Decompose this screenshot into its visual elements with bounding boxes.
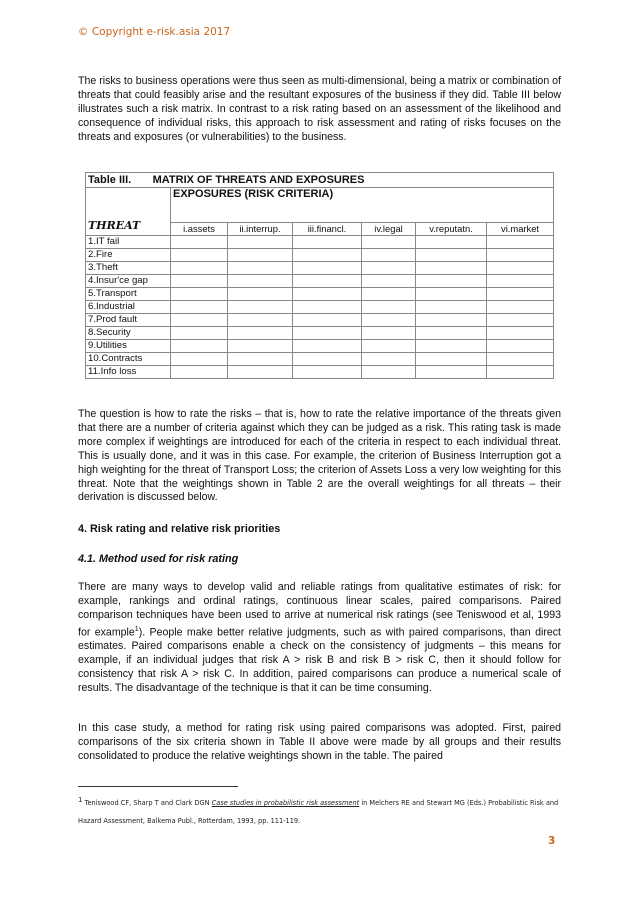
matrix-cell: [171, 366, 228, 379]
table-title-cell: [86, 173, 554, 188]
table-row: [86, 353, 554, 366]
matrix-cell: [362, 340, 416, 353]
table-row: [86, 340, 554, 353]
matrix-cell: [487, 314, 554, 327]
threat-label-cell: 10.Contracts: [86, 353, 171, 366]
matrix-cell: [416, 288, 487, 301]
table-header-row: [86, 188, 554, 223]
matrix-cell: [362, 275, 416, 288]
matrix-cell: [171, 236, 228, 249]
matrix-cell: [362, 353, 416, 366]
matrix-cell: [487, 340, 554, 353]
table-row: [86, 249, 554, 262]
matrix-cell: [171, 327, 228, 340]
footnote-authors: Teniswood CF, Sharp T and Clark DGN: [84, 799, 210, 808]
matrix-cell: [228, 288, 293, 301]
matrix-cell: [416, 262, 487, 275]
criteria-header-cell: i.assets: [171, 223, 228, 236]
table-row: [86, 366, 554, 379]
matrix-cell: [293, 314, 362, 327]
matrix-cell: [171, 275, 228, 288]
matrix-cell: [293, 275, 362, 288]
matrix-cell: [362, 262, 416, 275]
table-title: MATRIX OF THREATS AND EXPOSURES: [152, 174, 365, 186]
threat-label-cell: 2.Fire: [86, 249, 171, 262]
criteria-header-cell: iii.financl.: [293, 223, 362, 236]
footnote-rest: in Melchers RE and Stewart MG (Eds.) Probabilistic Risk and Hazard Assessment, Balkema Publ., Rotterdam, 1993, pp. 111-119.: [78, 799, 559, 826]
footnote: [78, 791, 561, 830]
threat-exposure-matrix-table: [85, 172, 554, 379]
matrix-cell: [416, 327, 487, 340]
criteria-header-cell: v.reputatn.: [416, 223, 487, 236]
methods-text-before: There are many ways to develop valid and reliable ratings from qualitative estimates of risk: for example, rankings and ordinal ratings, continuous linear scales, paired comparisons. Paired comparison techniques have been used to arrive at numerical risk ratings (see Teniswood et al, 1993 for example: [78, 581, 561, 639]
matrix-cell: [171, 314, 228, 327]
criteria-header-cell: vi.market: [487, 223, 554, 236]
matrix-cell: [293, 340, 362, 353]
matrix-cell: [171, 249, 228, 262]
threat-label-cell: 4.Insur'ce gap: [86, 275, 171, 288]
matrix-cell: [487, 366, 554, 379]
matrix-cell: [362, 236, 416, 249]
matrix-cell: [293, 288, 362, 301]
threat-label-cell: 1.IT fail: [86, 236, 171, 249]
section-4-1-heading: 4.1. Method used for risk rating: [78, 553, 239, 565]
section-4-heading: 4. Risk rating and relative risk priorities: [78, 523, 281, 535]
threat-label-cell: 7.Prod fault: [86, 314, 171, 327]
table-row: [86, 301, 554, 314]
matrix-cell: [487, 327, 554, 340]
matrix-cell: [416, 236, 487, 249]
matrix-cell: [362, 366, 416, 379]
footnote-reference: 1: [134, 625, 139, 633]
matrix-cell: [293, 353, 362, 366]
intro-paragraph: The risks to business operations were thus seen as multi-dimensional, being a matrix or combination of threats that could feasibly arise and the resultant exposures of the business if they did. Table III below illustrates such a risk matrix. In contrast to a risk rating based on an assessment of the likelihood and consequence of individual risks, this approach to risk assessment and rating of risks focuses on the threats and exposures (or vulnerabilities) to the business.: [78, 75, 561, 143]
matrix-cell: [171, 288, 228, 301]
matrix-cell: [228, 327, 293, 340]
matrix-cell: [293, 236, 362, 249]
criteria-header-cell: ii.interrup.: [228, 223, 293, 236]
matrix-cell: [487, 236, 554, 249]
threat-label-cell: 5.Transport: [86, 288, 171, 301]
exposures-header-cell: EXPOSURES (RISK CRITERIA): [171, 188, 554, 223]
matrix-cell: [228, 340, 293, 353]
threat-label-cell: 8.Security: [86, 327, 171, 340]
table-row: [86, 327, 554, 340]
matrix-cell: [228, 236, 293, 249]
matrix-cell: [293, 249, 362, 262]
threat-label-cell: 3.Theft: [86, 262, 171, 275]
footnote-marker: 1: [78, 796, 83, 804]
question-paragraph: The question is how to rate the risks – that is, how to rate the relative importance of the threats given that there are a number of criteria against which they can be judged as a risk. This rating task is made more complex if weightings are introduced for each of the criteria in respect to each individual threat. This is usually done, and it was in this case. For example, the criterion of Business Interruption got a high weighting for the threat of Transport Loss; the criterion of Assets Loss a very low weighting for this threat. Note that the weightings shown in Table 2 are the overall weightings for all threats – their derivation is discussed below.: [78, 408, 561, 504]
matrix-cell: [362, 249, 416, 262]
matrix-cell: [228, 249, 293, 262]
matrix-cell: [171, 262, 228, 275]
matrix-cell: [487, 353, 554, 366]
matrix-cell: [171, 353, 228, 366]
matrix-cell: [416, 314, 487, 327]
threat-header-cell: THREAT: [86, 188, 171, 236]
matrix-cell: [487, 288, 554, 301]
case-study-paragraph: In this case study, a method for rating risk using paired comparisons was adopted. First, paired comparisons of the six criteria shown in Table II above were made by all groups and their results consolidated to produce the relative weightings shown in the table. The paired: [78, 722, 561, 762]
matrix-cell: [416, 249, 487, 262]
matrix-cell: [362, 288, 416, 301]
matrix-cell: [416, 275, 487, 288]
matrix-cell: [293, 301, 362, 314]
table-label: Table III.: [88, 174, 132, 186]
matrix-cell: [228, 262, 293, 275]
criteria-header-cell: iv.legal: [362, 223, 416, 236]
matrix-cell: [416, 340, 487, 353]
table-row: [86, 275, 554, 288]
footnote-title: Case studies in probabilistic risk assessment: [211, 799, 360, 808]
matrix-cell: [293, 366, 362, 379]
methods-text-after: ). People make better relative judgments, such as with paired comparisons, than direct estimates. Paired comparisons enable a check on the consistency of judgments – this means for example, if an individual judges that risk A > risk B and risk B > risk C, then it should follow for consistency that risk A > risk C. In addition, paired comparisons can produce a numerical scale of results. The disadvantage of the technique is that it can be time consuming.: [78, 626, 561, 694]
threat-label-cell: 6.Industrial: [86, 301, 171, 314]
matrix-cell: [228, 301, 293, 314]
threat-label-cell: 9.Utilities: [86, 340, 171, 353]
threat-label-cell: 11.Info loss: [86, 366, 171, 379]
matrix-cell: [487, 249, 554, 262]
matrix-cell: [487, 262, 554, 275]
table-row: [86, 262, 554, 275]
matrix-cell: [362, 327, 416, 340]
table-row: [86, 288, 554, 301]
table-row: [86, 236, 554, 249]
matrix-cell: [416, 353, 487, 366]
matrix-cell: [416, 301, 487, 314]
matrix-cell: [171, 340, 228, 353]
matrix-cell: [487, 301, 554, 314]
matrix-cell: [487, 275, 554, 288]
matrix-cell: [228, 366, 293, 379]
matrix-cell: [293, 327, 362, 340]
matrix-cell: [362, 314, 416, 327]
matrix-cell: [228, 275, 293, 288]
matrix-cell: [416, 366, 487, 379]
matrix-cell: [293, 262, 362, 275]
copyright-header: © Copyright e-risk.asia 2017: [78, 26, 231, 38]
matrix-cell: [171, 301, 228, 314]
matrix-cell: [228, 314, 293, 327]
table-row: [86, 314, 554, 327]
page-number: 3: [548, 835, 556, 847]
matrix-cell: [228, 353, 293, 366]
matrix-cell: [362, 301, 416, 314]
table-title-row: [86, 173, 554, 188]
methods-paragraph: [78, 581, 561, 696]
footnote-divider: [78, 786, 238, 787]
